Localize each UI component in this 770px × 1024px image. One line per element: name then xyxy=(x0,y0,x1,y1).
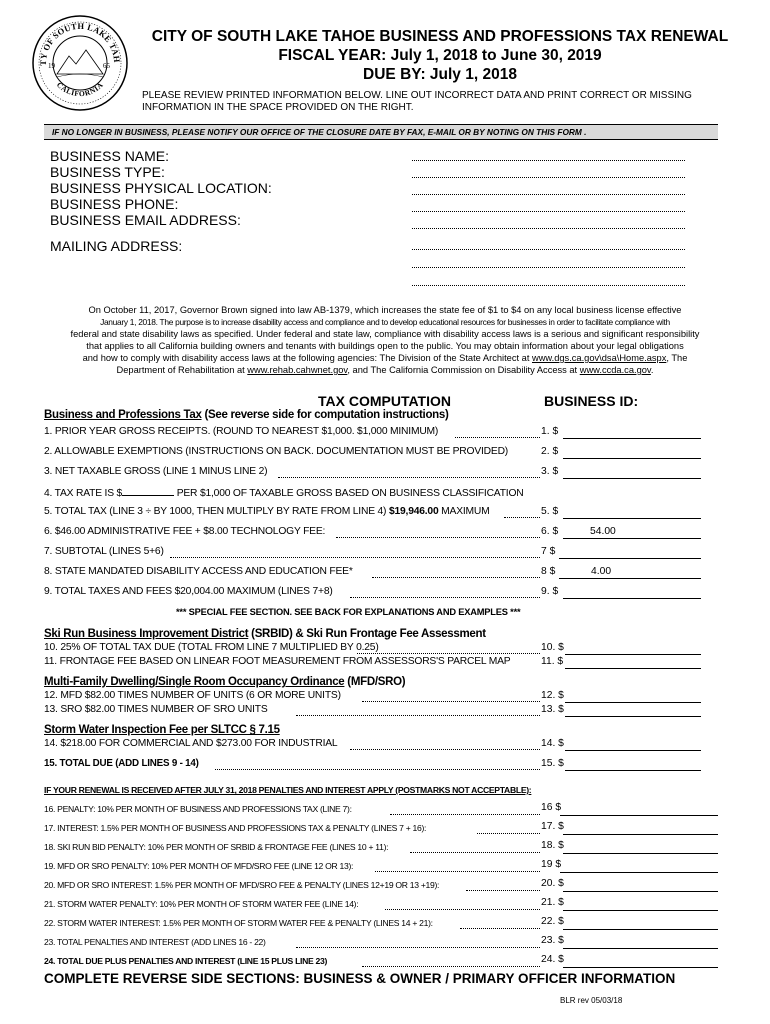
seal-bottom-text: CALIFORNIA xyxy=(54,80,106,99)
due-date: DUE BY: July 1, 2018 xyxy=(363,66,517,83)
ada-paragraph-line-1: On October 11, 2017, Governor Brown signed into law AB-1379, which increases the state fee of $1 to $4 on any local business license effective xyxy=(88,305,682,315)
srbid-title: Ski Run Business Improvement District xyxy=(44,628,249,640)
line-18-leader xyxy=(410,852,540,853)
line-7-leader xyxy=(170,557,540,558)
business-phone-label: BUSINESS PHONE: xyxy=(50,196,179,212)
tax-rate-field[interactable] xyxy=(122,486,174,496)
storm-water-title: Storm Water Inspection Fee per SLTCC § 7.15 xyxy=(44,724,280,736)
line-16-number: 16 $ xyxy=(541,802,562,813)
storm-water-heading xyxy=(44,724,280,736)
line-6-amount-field[interactable] xyxy=(563,538,701,539)
line-18-label: 18. SKI RUN BID PENALTY: 10% PER MONTH OF SRBID & FRONTAGE FEE (LINES 10 + 11): xyxy=(44,842,389,852)
ada-paragraph-line-2: January 1, 2018. The purpose is to increase disability access and compliance and to develop educational resources for businesses in order to facilitate compliance with xyxy=(100,317,670,327)
line-9-amount-field[interactable] xyxy=(563,598,701,599)
line-8-amount-field[interactable] xyxy=(559,578,701,579)
ada-paragraph-line-3: federal and state disability laws as specified. Under federal and state law, compliance with disability access laws is a serious and significant responsibility xyxy=(70,329,700,339)
line-16-amount-field[interactable] xyxy=(560,815,718,816)
line-24-label: 24. TOTAL DUE PLUS PENALTIES AND INTEREST (LINE 15 PLUS LINE 23) xyxy=(44,956,328,966)
line-6-amount-value: 54.00 xyxy=(590,526,616,537)
line-23-leader xyxy=(296,947,540,948)
line-12-amount-field[interactable] xyxy=(565,702,701,703)
line-5-label xyxy=(44,506,490,517)
business-type-label: BUSINESS TYPE: xyxy=(50,164,165,180)
line-9-leader xyxy=(350,597,540,598)
line-10-amount-field[interactable] xyxy=(565,654,701,655)
line-22-label: 22. STORM WATER INTEREST: 1.5% PER MONTH OF STORM WATER FEE & PENALTY (LINES 14 + 21): xyxy=(44,918,433,928)
line-4-prefix: 4. TAX RATE IS $ xyxy=(44,488,123,499)
line-13-number: 13. $ xyxy=(541,704,564,715)
line-9-label: 9. TOTAL TAXES AND FEES $20,004.00 MAXIMUM (LINES 7+8) xyxy=(44,586,333,597)
line-15-leader xyxy=(215,769,540,770)
line-21-label: 21. STORM WATER PENALTY: 10% PER MONTH OF STORM WATER FEE (LINE 14): xyxy=(44,899,359,909)
line-2-amount-field[interactable] xyxy=(563,458,701,459)
seal-top-text: TY OF SOUTH LAKE TAH xyxy=(37,20,123,66)
line-5-amount-field[interactable] xyxy=(563,518,701,519)
line-15-label: 15. TOTAL DUE (ADD LINES 9 - 14) xyxy=(44,758,199,769)
line-20-number: 20. $ xyxy=(541,878,564,889)
reverse-side-instruction: COMPLETE REVERSE SIDE SECTIONS: BUSINESS & OWNER / PRIMARY OFFICER INFORMATION xyxy=(44,971,676,986)
line-23-label: 23. TOTAL PENALTIES AND INTEREST (ADD LINES 16 - 22) xyxy=(44,937,266,947)
line-6-label: 6. $46.00 ADMINISTRATIVE FEE + $8.00 TECHNOLOGY FEE: xyxy=(44,526,326,537)
line-19-leader xyxy=(375,871,540,872)
business-location-field[interactable] xyxy=(412,194,685,195)
ada-line-6-mid: , and The California Commission on Disability Access at xyxy=(347,365,580,375)
ada-line-5-text: and how to comply with disability access laws at the following agencies: The Division of the State Architect at xyxy=(82,353,532,363)
line-10-number: 10. $ xyxy=(541,642,564,653)
line-16-leader xyxy=(390,814,540,815)
line-16-label: 16. PENALTY: 10% PER MONTH OF BUSINESS AND PROFESSIONS TAX (LINE 7): xyxy=(44,804,352,814)
ada-line-5-end: , The xyxy=(666,353,688,363)
line-1-label: 1. PRIOR YEAR GROSS RECEIPTS. (ROUND TO NEAREST $1,000. $1,000 MINIMUM) xyxy=(44,426,439,437)
seal-year-right: 65 xyxy=(103,62,110,70)
ada-line-6-end: . xyxy=(650,365,654,375)
line-3-label: 3. NET TAXABLE GROSS (LINE 1 MINUS LINE 2) xyxy=(44,466,268,477)
line-10-leader xyxy=(357,653,540,654)
line-20-amount-field[interactable] xyxy=(563,891,718,892)
line-23-amount-field[interactable] xyxy=(563,948,718,949)
line-7-number: 7 $ xyxy=(541,546,556,557)
line-22-leader xyxy=(460,928,540,929)
line-19-label: 19. MFD OR SRO PENALTY: 10% PER MONTH OF MFD/SRO FEE (LINE 12 OR 13): xyxy=(44,861,354,871)
line-3-number: 3. $ xyxy=(541,466,559,477)
line-17-leader xyxy=(477,833,540,834)
line-19-number: 19 $ xyxy=(541,859,562,870)
line-1-amount-field[interactable] xyxy=(563,438,701,439)
line-17-amount-field[interactable] xyxy=(563,834,718,835)
line-18-amount-field[interactable] xyxy=(563,853,718,854)
line-15-amount-field[interactable] xyxy=(565,770,701,771)
line-20-leader xyxy=(466,890,540,891)
mailing-address-field-3[interactable] xyxy=(412,285,685,286)
line-4-suffix: PER $1,000 OF TAXABLE GROSS BASED ON BUSINESS CLASSIFICATION xyxy=(174,488,524,499)
svg-text:CALIFORNIA xyxy=(55,80,105,98)
line-1-number: 1. $ xyxy=(541,426,559,437)
seal-year-left: 19 xyxy=(48,62,55,70)
line-14-label: 14. $218.00 FOR COMMERCIAL AND $273.00 FOR INDUSTRIAL xyxy=(44,738,338,749)
penalty-notice-heading xyxy=(44,785,531,795)
line-17-number: 17. $ xyxy=(541,821,564,832)
ada-paragraph-line-4: that applies to all California building owners and tenants with buildings open to the public. You may obtain information about your legal obligations xyxy=(86,341,684,351)
line-22-amount-field[interactable] xyxy=(563,929,718,930)
line-17-label: 17. INTEREST: 1.5% PER MONTH OF BUSINESS AND PROFESSIONS TAX & PENALTY (LINES 7 + 16): xyxy=(44,823,427,833)
business-name-label: BUSINESS NAME: xyxy=(50,148,170,164)
business-professions-tax-heading xyxy=(44,409,449,421)
line-3-amount-field[interactable] xyxy=(563,478,701,479)
line-9-number: 9. $ xyxy=(541,586,559,597)
line-11-label: 11. FRONTAGE FEE BASED ON LINEAR FOOT MEASUREMENT FROM ASSESSORS'S PARCEL MAP xyxy=(44,656,511,667)
mailing-address-field-1[interactable] xyxy=(412,249,685,250)
closure-notice-banner: IF NO LONGER IN BUSINESS, PLEASE NOTIFY OUR OFFICE OF THE CLOSURE DATE BY FAX, E-MAIL OR BY NOTING ON THIS FORM . xyxy=(44,124,718,140)
mfd-heading xyxy=(44,676,405,688)
line-8-leader xyxy=(372,577,540,578)
special-fee-heading: *** SPECIAL FEE SECTION. SEE BACK FOR EXPLANATIONS AND EXAMPLES *** xyxy=(176,607,521,617)
dgs-link[interactable]: www.dgs.ca.gov\dsa\Home.aspx xyxy=(532,353,667,363)
line-24-amount-field[interactable] xyxy=(563,967,718,968)
line-14-amount-field[interactable] xyxy=(565,750,701,751)
line-24-number: 24. $ xyxy=(541,954,564,965)
line-2-label: 2. ALLOWABLE EXEMPTIONS (INSTRUCTIONS ON BACK. DOCUMENTATION MUST BE PROVIDED) xyxy=(44,446,509,457)
line-10-label: 10. 25% OF TOTAL TAX DUE (TOTAL FROM LINE 7 MULTIPLIED BY 0.25) xyxy=(44,642,379,653)
mailing-address-field-2[interactable] xyxy=(412,267,685,268)
line-21-amount-field[interactable] xyxy=(563,910,718,911)
line-21-number: 21. $ xyxy=(541,897,564,908)
subheading-note: (See reverse side for computation instructions) xyxy=(201,409,449,421)
line-8-label: 8. STATE MANDATED DISABILITY ACCESS AND EDUCATION FEE* xyxy=(44,566,353,577)
form-title: CITY OF SOUTH LAKE TAHOE BUSINESS AND PROFESSIONS TAX RENEWAL xyxy=(151,28,729,45)
business-email-field[interactable] xyxy=(412,228,685,229)
instructions-line-1: PLEASE REVIEW PRINTED INFORMATION BELOW. LINE OUT INCORRECT DATA AND PRINT CORRECT OR MISSING xyxy=(142,90,692,101)
srbid-title-rest: (SRBID) & Ski Run Frontage Fee Assessment xyxy=(248,628,486,640)
line-4-label xyxy=(44,486,524,499)
mailing-address-label: MAILING ADDRESS: xyxy=(50,238,183,254)
business-type-field[interactable] xyxy=(412,177,685,178)
line-20-label: 20. MFD OR SRO INTEREST: 1.5% PER MONTH OF MFD/SRO FEE & PENALTY (LINES 12+19 OR 13 +19): xyxy=(44,880,440,890)
line-1-leader xyxy=(455,437,540,438)
line-18-number: 18. $ xyxy=(541,840,564,851)
svg-text:CITY OF SOUTH LAKE TAHOE xyxy=(31,14,122,66)
line-13-amount-field[interactable] xyxy=(565,716,701,717)
line-6-leader xyxy=(336,537,540,538)
line-8-number: 8 $ xyxy=(541,566,556,577)
line-13-label: 13. SRO $82.00 TIMES NUMBER OF SRO UNITS xyxy=(44,704,268,715)
line-6-number: 6. $ xyxy=(541,526,559,537)
line-12-number: 12. $ xyxy=(541,690,564,701)
ada-paragraph-line-6 xyxy=(50,365,720,376)
ada-paragraph-line-5 xyxy=(50,353,720,364)
city-seal-logo xyxy=(31,14,129,112)
mfd-title-rest: (MFD/SRO) xyxy=(344,676,406,688)
line-7-label: 7. SUBTOTAL (LINES 5+6) xyxy=(44,546,164,557)
line-14-leader xyxy=(350,749,540,750)
ada-line-6-text: Department of Rehabilitation at xyxy=(116,365,248,375)
line-5-suffix: MAXIMUM xyxy=(438,506,490,517)
line-11-number: 11. $ xyxy=(541,656,564,667)
line-12-leader xyxy=(362,701,540,702)
business-id-label: BUSINESS ID: xyxy=(544,393,639,409)
line-5-max-amount: $19,946.00 xyxy=(388,506,439,517)
mfd-title: Multi-Family Dwelling/Single Room Occupancy Ordinance xyxy=(44,676,345,688)
line-14-number: 14. $ xyxy=(541,738,564,749)
business-email-label: BUSINESS EMAIL ADDRESS: xyxy=(50,212,241,228)
business-location-label: BUSINESS PHYSICAL LOCATION: xyxy=(50,180,272,196)
business-phone-field[interactable] xyxy=(412,211,685,212)
subheading-title: Business and Professions Tax xyxy=(44,409,202,421)
penalty-notice-text: IF YOUR RENEWAL IS RECEIVED AFTER JULY 31, 2018 PENALTIES AND INTEREST APPLY (POSTMARKS NOT ACCEPTABLE): xyxy=(44,785,532,795)
line-13-leader xyxy=(296,715,540,716)
ccda-link[interactable]: www.ccda.ca.gov xyxy=(579,365,651,375)
line-15-number: 15. $ xyxy=(541,758,564,769)
line-7-amount-field[interactable] xyxy=(559,558,701,559)
instructions-line-2: INFORMATION IN THE SPACE PROVIDED ON THE RIGHT. xyxy=(142,102,414,113)
line-8-amount-value: 4.00 xyxy=(591,566,612,577)
line-11-amount-field[interactable] xyxy=(565,668,701,669)
line-2-number: 2. $ xyxy=(541,446,559,457)
line-5-number: 5. $ xyxy=(541,506,559,517)
line-5-prefix: 5. TOTAL TAX (LINE 3 ÷ BY 1000, THEN MULTIPLY BY RATE FROM LINE 4) xyxy=(44,506,389,517)
srbid-heading xyxy=(44,628,486,640)
tax-computation-heading: TAX COMPUTATION xyxy=(318,393,451,409)
line-24-leader xyxy=(362,966,540,967)
line-5-leader xyxy=(504,517,540,518)
line-12-label: 12. MFD $82.00 TIMES NUMBER OF UNITS (6 OR MORE UNITS) xyxy=(44,690,341,701)
line-22-number: 22. $ xyxy=(541,916,564,927)
line-19-amount-field[interactable] xyxy=(560,872,718,873)
form-revision: BLR rev 05/03/18 xyxy=(560,996,623,1005)
line-3-leader xyxy=(278,477,540,478)
fiscal-year: FISCAL YEAR: July 1, 2018 to June 30, 2019 xyxy=(278,47,602,64)
line-21-leader xyxy=(385,909,540,910)
rehab-link[interactable]: www.rehab.cahwnet.gov xyxy=(247,365,348,375)
business-name-field[interactable] xyxy=(412,160,685,161)
line-23-number: 23. $ xyxy=(541,935,564,946)
